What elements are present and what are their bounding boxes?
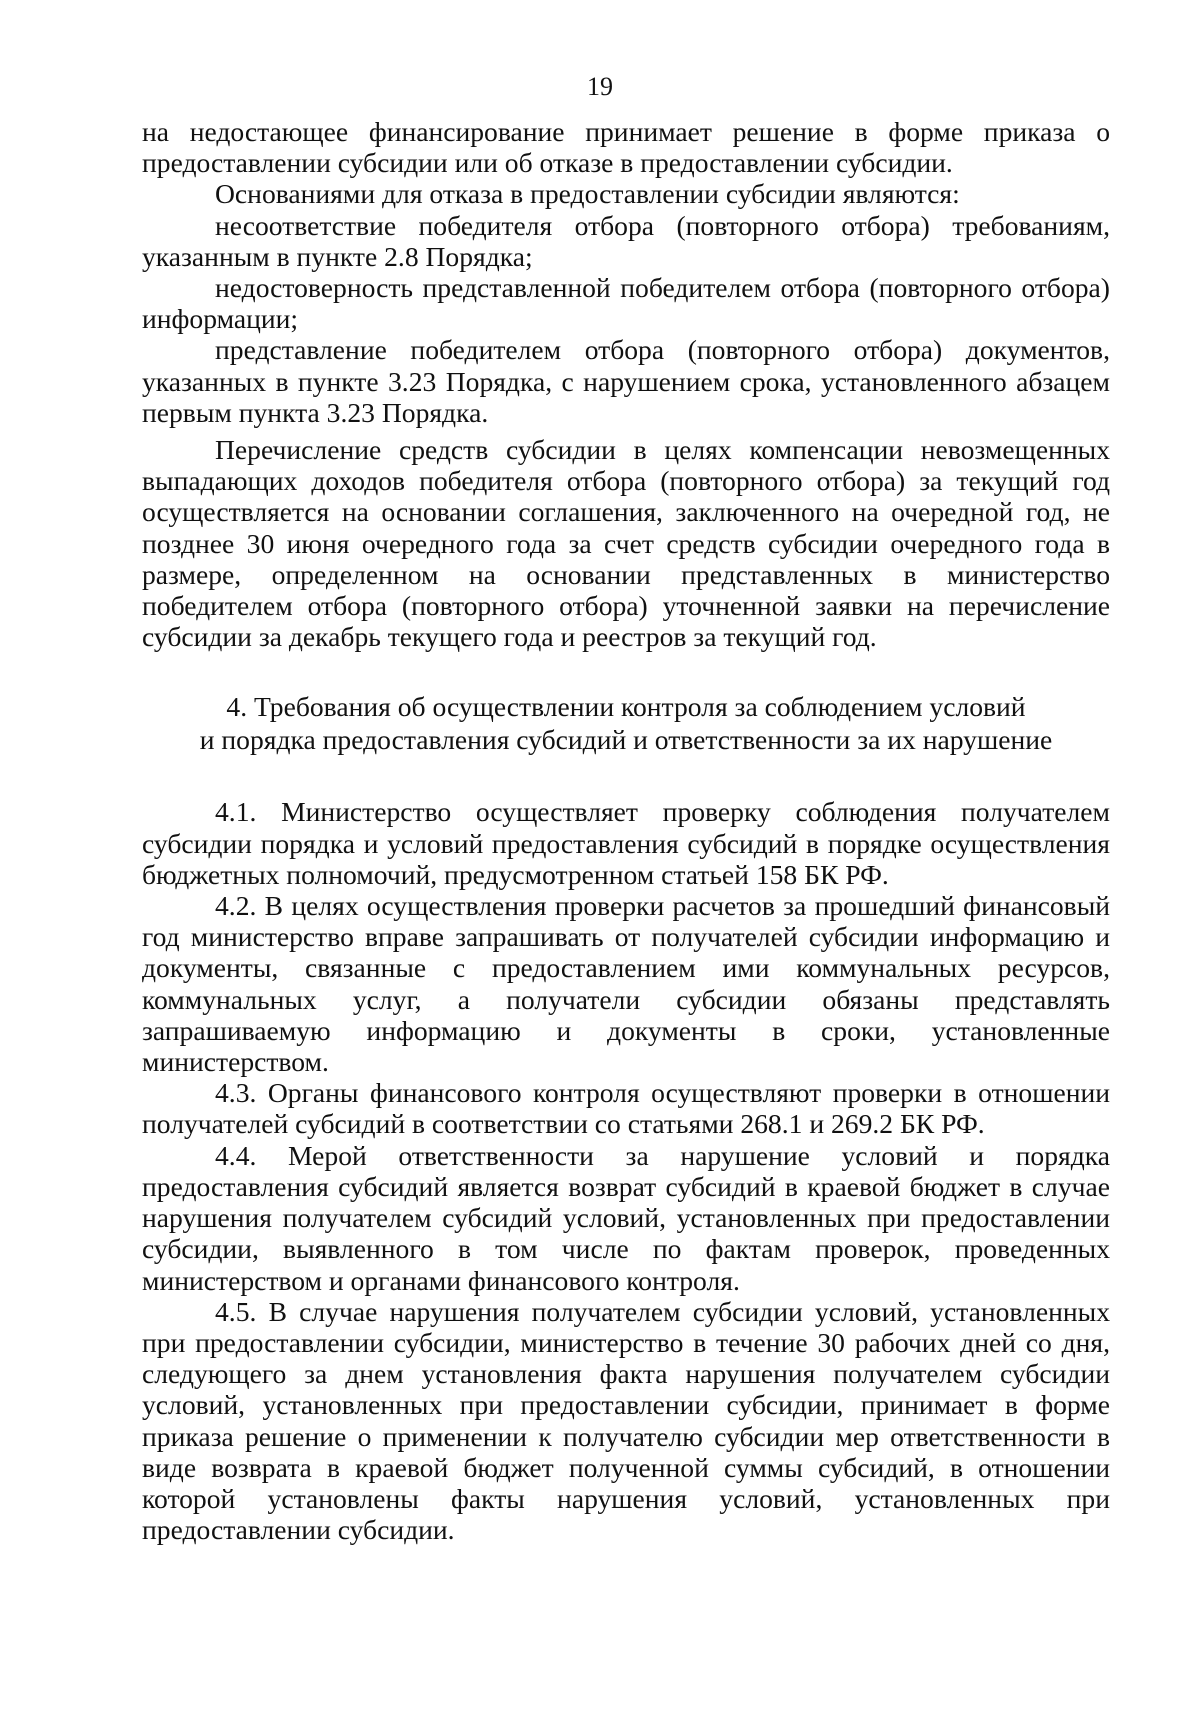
paragraph-transfer: Перечисление средств субсидии в целях компенсации невозмещенных выпадающих доходов победителя отбора (повторного отбора) за текущий год осуществляется на основании соглашения, заключенного на очередной год, не позднее 30 июня очередного года за счет средств субсидии очередного года в размере, определенном на основании представленных в министерство победителем отбора (повторного отбора) уточненной заявки на перечисление субсидии за декабрь текущего года и реестров за текущий год.	[142, 434, 1110, 653]
clause-4-1: 4.1. Министерство осуществляет проверку соблюдения получателем субсидии порядка и условий предоставления субсидий в порядке осуществления бюджетных полномочий, предусмотренном статьей 158 БК РФ.	[142, 796, 1110, 890]
paragraph-continuation: на недостающее финансирование принимает решение в форме приказа о предоставлении субсидии или об отказе в предоставлении субсидии.	[142, 116, 1110, 179]
paragraph-refusal-item-1: несоответствие победителя отбора (повторного отбора) требованиям, указанным в пункте 2.8 Порядка;	[142, 209, 1110, 272]
paragraph-refusal-item-2: недостоверность представленной победителем отбора (повторного отбора) информации;	[142, 272, 1110, 335]
paragraph-refusal-grounds: Основаниями для отказа в предоставлении субсидии являются:	[215, 178, 960, 210]
clause-4-5: 4.5. В случае нарушения получателем субсидии условий, установленных при предоставлении субсидии, министерство в течение 30 рабочих дней со дня, следующего за днем установления факта нарушения получателем субсидии условий, установленных при предоставлении субсидии, принимает в форме приказа решение о применении к получателю субсидии мер ответственности в виде возврата в краевой бюджет полученной суммы субсидий, в отношении которой установлены факты нарушения условий, установленных при предоставлении субсидии.	[142, 1295, 1110, 1546]
section-heading-line-1: 4. Требования об осуществлении контроля за соблюдением условий	[226, 691, 1026, 723]
clause-4-2: 4.2. В целях осуществления проверки расчетов за прошедший финансовый год министерство вправе запрашивать от получателей субсидии информацию и документы, связанные с предоставлением ими коммунальных ресурсов, коммунальных услуг, а получатели субсидии обязаны представлять запрашиваемую информацию и документы в сроки, установленные министерством.	[142, 890, 1110, 1078]
section-heading-line-2: и порядка предоставления субсидий и ответственности за их нарушение	[199, 724, 1053, 756]
document-body	[142, 116, 1110, 1545]
clause-4-3: 4.3. Органы финансового контроля осуществляют проверки в отношении получателей субсидий в соответствии со статьями 268.1 и 269.2 БК РФ.	[142, 1077, 1110, 1140]
paragraph-refusal-item-3: представление победителем отбора (повторного отбора) документов, указанных в пункте 3.23 Порядка, с нарушением срока, установленного абзацем первым пункта 3.23 Порядка.	[142, 334, 1110, 428]
section-heading	[142, 690, 1110, 756]
page-number: 19	[587, 72, 613, 101]
clause-4-4: 4.4. Мерой ответственности за нарушение условий и порядка предоставления субсидий является возврат субсидий в краевой бюджет в случае нарушения получателем субсидий условий, установленных при предоставлении субсидии, выявленного в том числе по фактам проверок, проведенных министерством и органами финансового контроля.	[142, 1139, 1110, 1296]
